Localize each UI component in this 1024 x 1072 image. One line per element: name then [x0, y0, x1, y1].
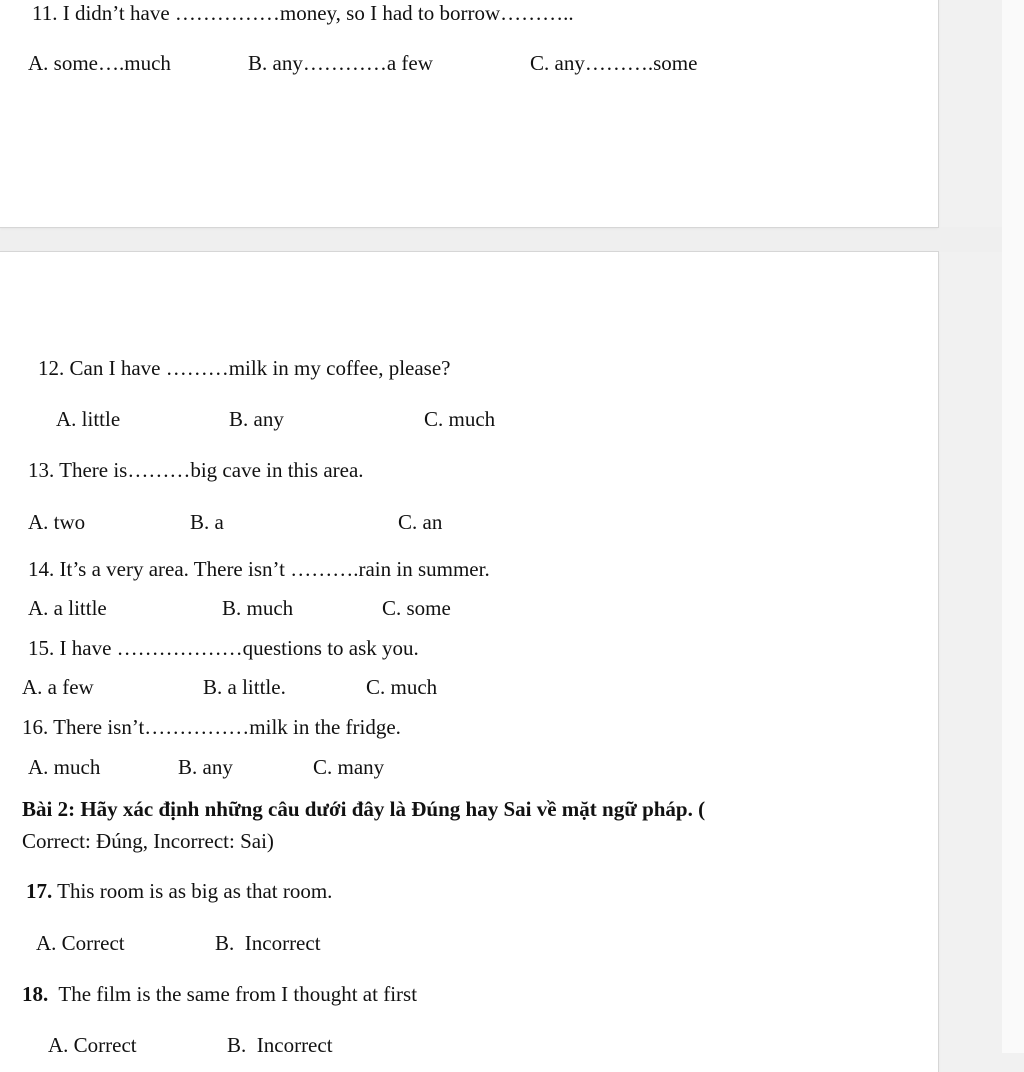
- section-heading-bai-2: Bài 2: Hãy xác định những câu dưới đây là Đúng hay Sai về mặt ngữ pháp. (: [22, 797, 706, 821]
- question-12: 12. Can I have ………milk in my coffee, please?: [38, 356, 451, 380]
- q16-option-a: A. much: [28, 755, 101, 779]
- section-note: Correct: Đúng, Incorrect: Sai): [22, 829, 274, 853]
- question-17: [26, 879, 332, 903]
- question-11: 11. I didn’t have ……………money, so I had to borrow………..: [32, 1, 574, 25]
- document-page-1: [0, 0, 938, 227]
- q16-option-b: B. any: [178, 755, 233, 779]
- q12-option-a: A. little: [56, 407, 121, 431]
- q17-option-b: B. Incorrect: [215, 931, 321, 955]
- question-18: [22, 982, 417, 1006]
- q14-option-c: C. some: [382, 596, 451, 620]
- q14-option-b: B. much: [222, 596, 294, 620]
- q18-option-b: B. Incorrect: [227, 1033, 333, 1057]
- window-scroll-area[interactable]: [1002, 0, 1024, 1053]
- question-16: 16. There isn’t……………milk in the fridge.: [22, 715, 401, 739]
- q14-option-a: A. a little: [28, 596, 107, 620]
- q18-option-a: A. Correct: [48, 1033, 137, 1057]
- q12-option-b: B. any: [229, 407, 284, 431]
- question-17-text: This room is as big as that room.: [52, 879, 333, 903]
- q15-option-c: C. much: [366, 675, 438, 699]
- q13-option-b: B. a: [190, 510, 224, 534]
- question-18-number: 18.: [22, 982, 49, 1006]
- page-gap: [0, 227, 1002, 252]
- q11-option-c: C. any……….some: [530, 51, 698, 75]
- question-15: 15. I have ………………questions to ask you.: [28, 636, 419, 660]
- question-14: 14. It’s a very area. There isn’t ……….rain in summer.: [28, 557, 490, 581]
- q15-option-b: B. a little.: [203, 675, 286, 699]
- q12-option-c: C. much: [424, 407, 496, 431]
- q15-option-a: A. a few: [22, 675, 94, 699]
- q16-option-c: C. many: [313, 755, 385, 779]
- q17-option-a: A. Correct: [36, 931, 125, 955]
- question-17-number: 17.: [26, 879, 53, 903]
- question-13: 13. There is………big cave in this area.: [28, 458, 364, 482]
- question-18-text: The film is the same from I thought at first: [48, 982, 418, 1006]
- q13-option-c: C. an: [398, 510, 443, 534]
- q11-option-b: B. any…………a few: [248, 51, 433, 75]
- q11-option-a: A. some….much: [28, 51, 171, 75]
- q13-option-a: A. two: [28, 510, 86, 534]
